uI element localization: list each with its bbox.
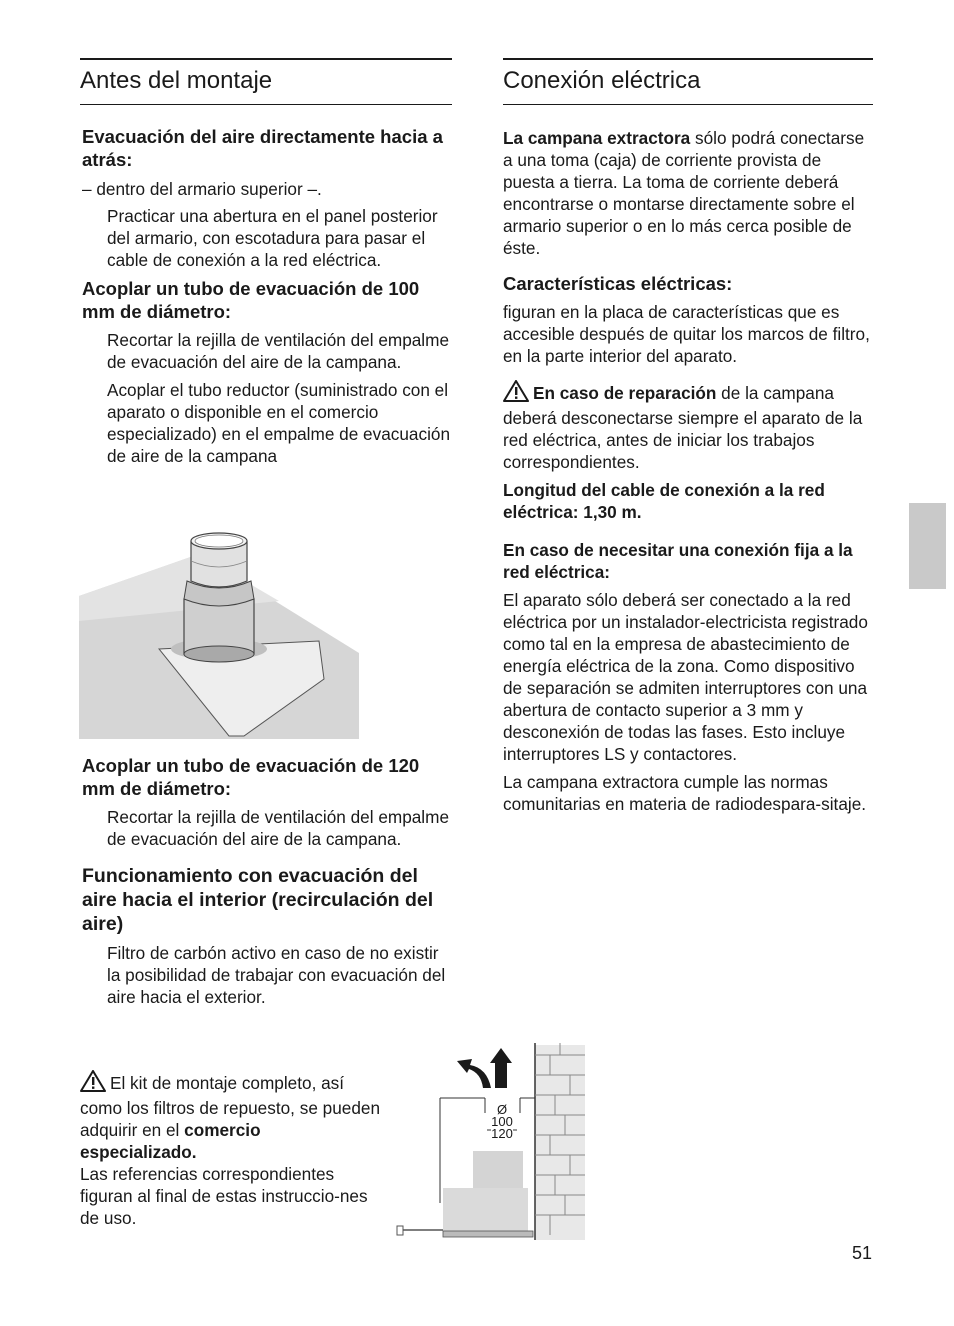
kit-text: El kit de montaje completo, así como los filtros de repuesto, se pueden adquirir en el: [80, 1073, 381, 1140]
page-number: 51: [852, 1243, 873, 1263]
diameter-symbol: Ø: [496, 1102, 508, 1117]
diameter-120: 120: [491, 1126, 513, 1141]
heading-tubo-120: Acoplar un tubo de evacuación de 120 mm de diámetro:: [82, 755, 420, 799]
diameter-label: [490, 1104, 514, 1140]
para-carbon: Filtro de carbón activo en caso de no existir la posibilidad de trabajar con evacuación del aire hacia el exterior.: [107, 943, 446, 1007]
para-normas: La campana extractora cumple las normas comunitarias en materia de radiodespara-sitaje.: [503, 772, 867, 814]
diameter-100: 100: [491, 1114, 513, 1129]
section-tab: [909, 503, 946, 589]
airflow-diagram: [395, 1043, 590, 1243]
para-recortar-120: Recortar la rejilla de ventilación del empalme de evacuación del aire de la campana.: [107, 807, 450, 849]
heading-evacuacion-atras: Evacuación del aire directamente hacia a atrás:: [82, 126, 443, 170]
campana-bold: La campana extractora: [503, 128, 691, 148]
kit-references: Las referencias correspondientes figuran al final de estas instruccio-nes de uso.: [80, 1164, 368, 1228]
heading-recirculacion: Funcionamiento con evacuación del aire hacia el interior (recirculación del aire): [82, 865, 434, 935]
para-toma: [503, 127, 873, 259]
heading-conexion-fija: En caso de necesitar una conexión fija a la red eléctrica:: [503, 540, 853, 582]
warning-triangle-icon: [80, 1070, 106, 1097]
para-instalador: El aparato sólo deberá ser conectado a la red eléctrica por un instalador-electricista registrado como tal en la empresa de abastecimiento de energía eléctrica de la zona. Como dispositivo de separación se admiten interruptores con una abertura de contacto superior a 3 mm y desconexión de todas las fases. Esto incluye interruptores LS y contactores.: [503, 590, 868, 764]
para-recortar-100: Recortar la rejilla de ventilación del empalme de evacuación del aire de la campana.: [107, 330, 450, 372]
heading-tubo-100: Acoplar un tubo de evacuación de 100 mm de diámetro:: [82, 278, 420, 322]
para-placa: figuran en la placa de características que es accesible después de quitar los marcos de filtro, en la parte interior del aparato.: [503, 302, 870, 366]
para-reparacion: [503, 380, 873, 473]
warning-triangle-icon: [503, 380, 529, 407]
section-title-montaje: Antes del montaje: [80, 58, 452, 105]
para-cable: Longitud del cable de conexión a la red eléctrica: 1,30 m.: [503, 480, 825, 522]
kit-bold: comercio especializado.: [80, 1120, 261, 1162]
para-abertura: Practicar una abertura en el panel posterior del armario, con escotadura para pasar el cable de conexión a la red eléctrica.: [107, 206, 438, 270]
kit-note: [80, 1070, 380, 1229]
left-column-lower: [82, 754, 452, 1008]
subnote-armario: – dentro del armario superior –.: [82, 179, 322, 199]
section-title-conexion: Conexión eléctrica: [503, 58, 873, 105]
reparacion-bold: En caso de reparación: [533, 383, 717, 403]
toma-text: sólo podrá conectarse a una toma (caja) de corriente provista de puesta a tierra. La toma de corriente deberá encontrarse o montarse directamente sobre el armario superior o en lo más cerca posible de éste.: [503, 128, 865, 258]
reducer-pipe-illustration: [79, 521, 359, 739]
left-column: [82, 58, 452, 467]
heading-caracteristicas: Características eléctricas:: [503, 273, 733, 294]
right-column: [503, 58, 873, 815]
reparacion-text: de la campana deberá desconectarse siempre el aparato de la red eléctrica, antes de iniciar los trabajos correspondientes.: [503, 383, 863, 472]
para-reductor: Acoplar el tubo reductor (suministrado con el aparato o disponible en el comercio especializado) en el empalme de evacuación de aire de la campana: [107, 380, 451, 466]
